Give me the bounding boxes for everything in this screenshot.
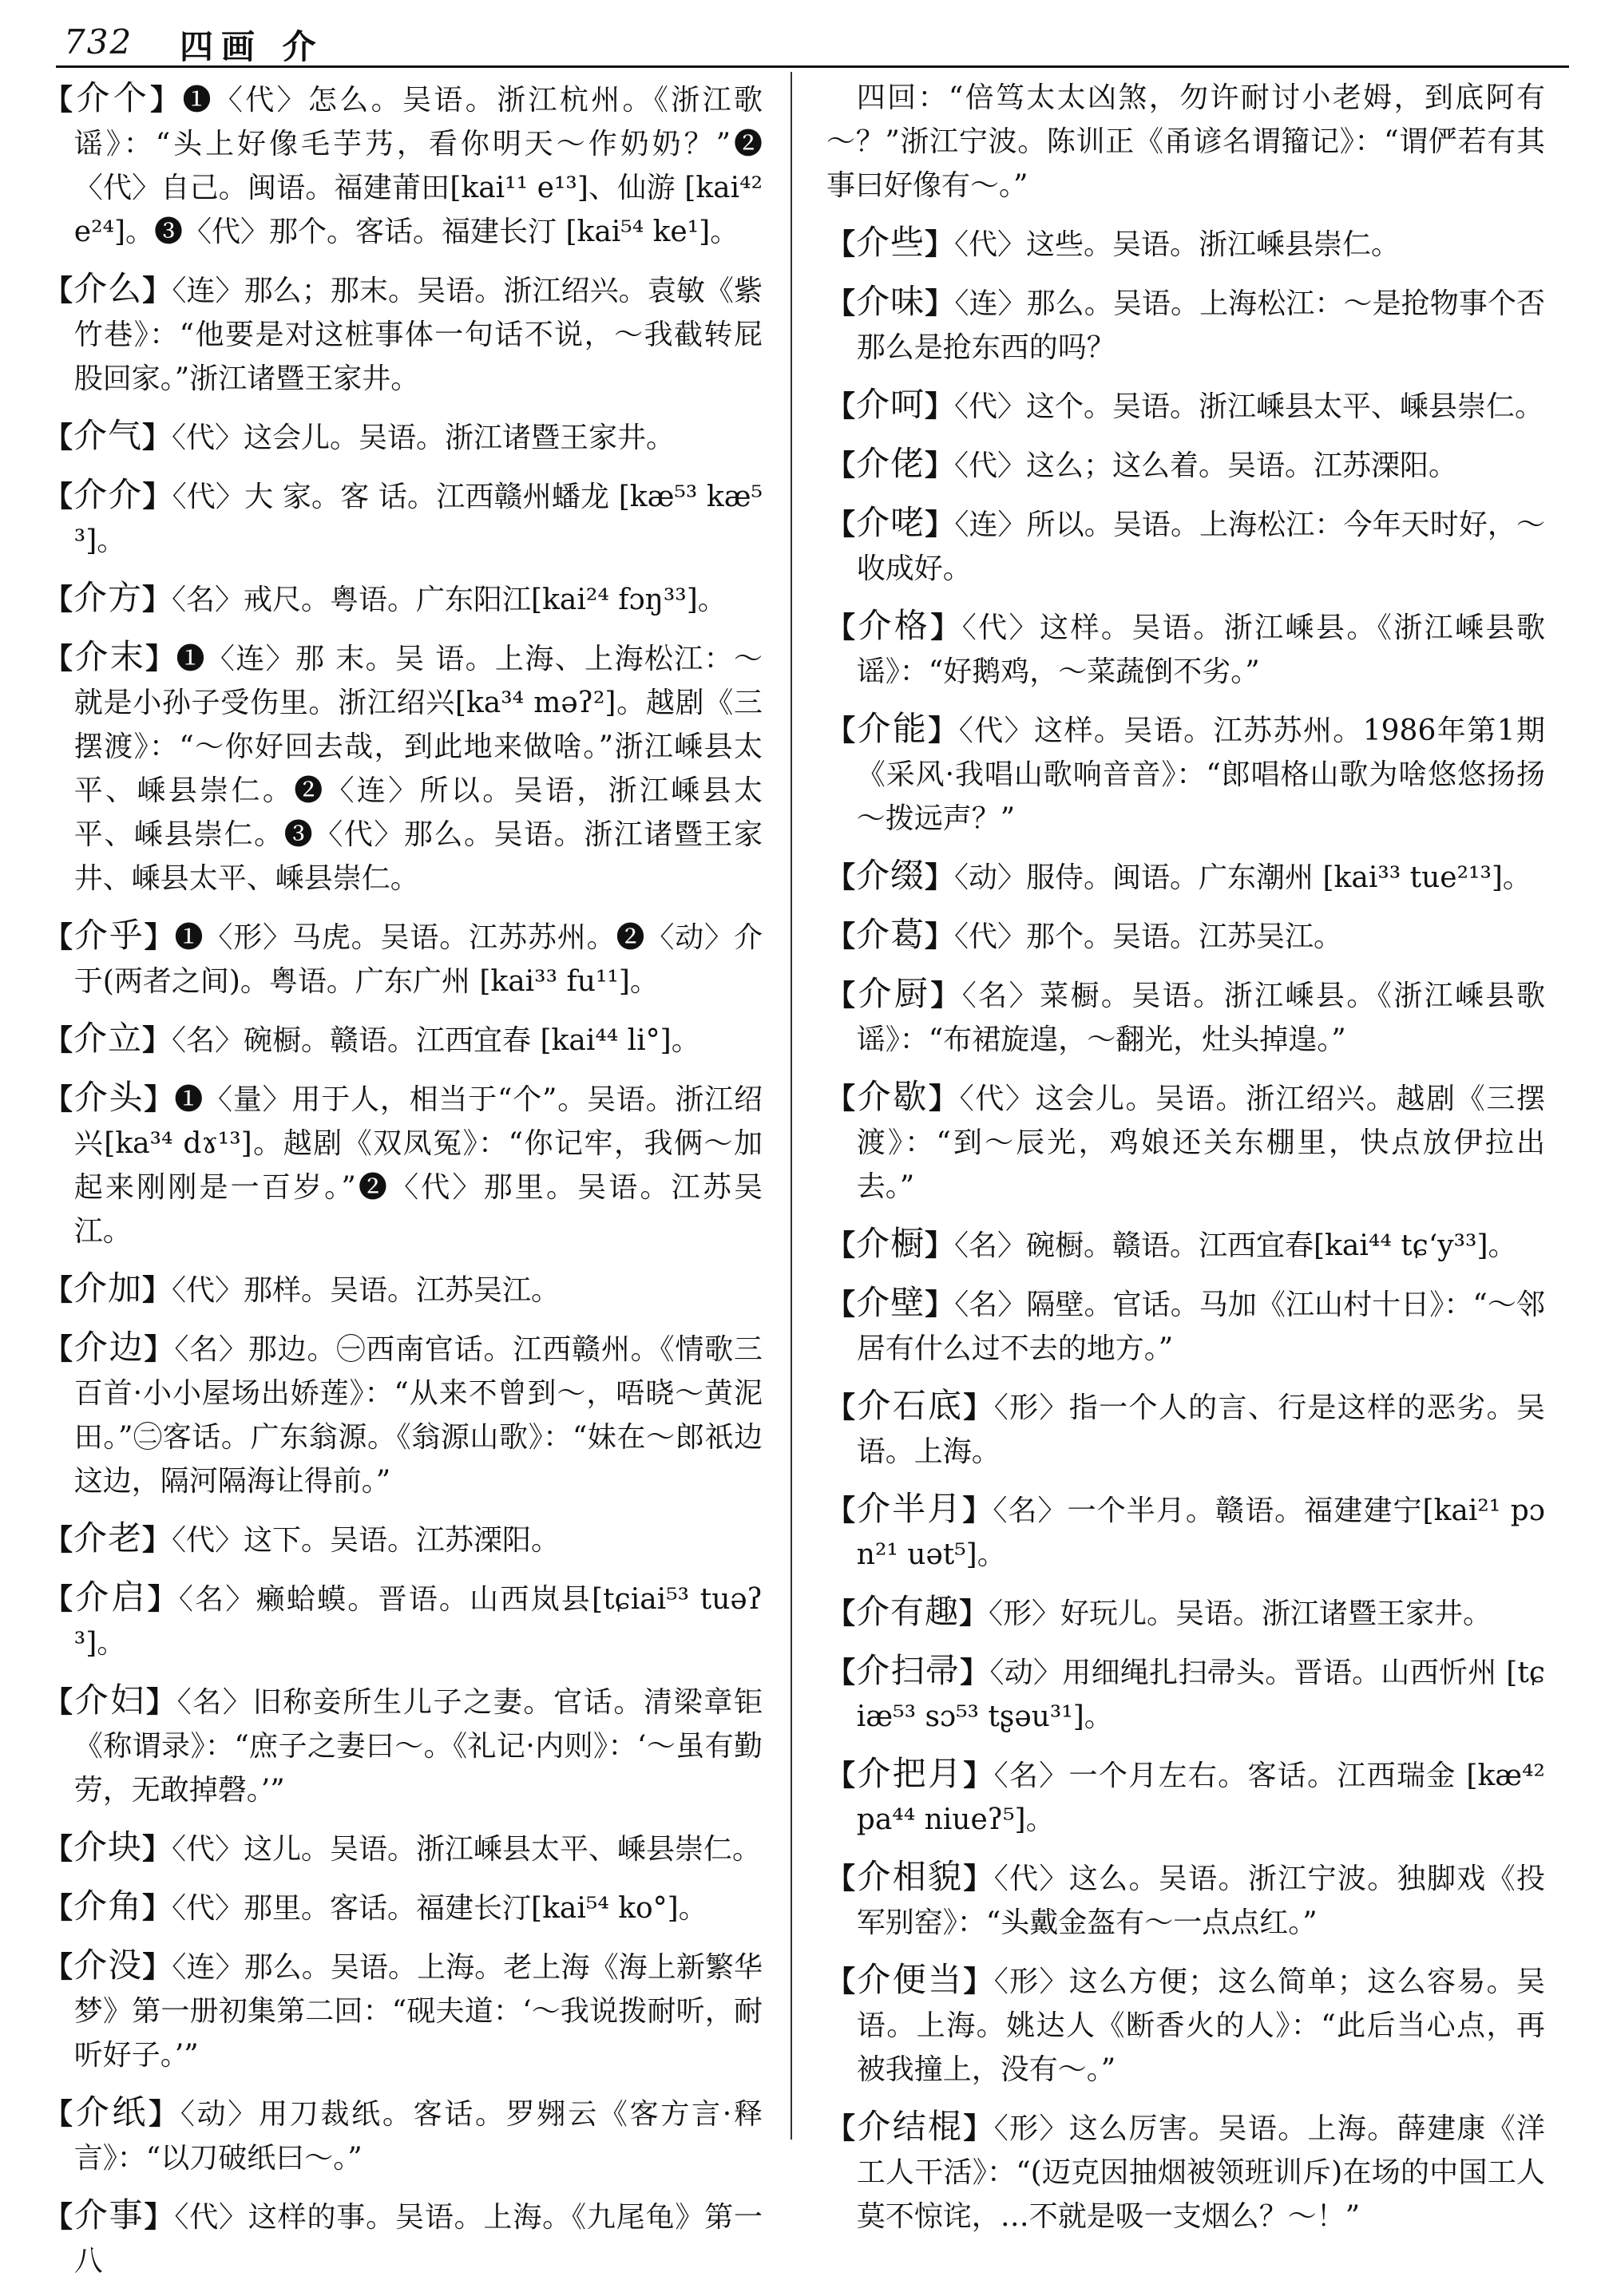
entry-definition: 〈名〉碗橱。赣语。江西宜春[kai⁴⁴ tɕʻy³³]。: [954, 1229, 1517, 1262]
dictionary-entry: [826, 1281, 1545, 1371]
dictionary-entry: [44, 414, 763, 460]
entry-definition: 〈动〉服侍。闽语。广东潮州 [kai³³ tue²¹³]。: [954, 861, 1532, 894]
entry-definition: 〈代〉这样。吴语。浙江嵊县。《浙江嵊县歌谣》：“好鹅鸡，～菜蔬倒不劣。”: [856, 612, 1545, 688]
entry-definition: 〈动〉用刀裁纸。客话。罗翙云《客方言·释言》：“以刀破纸曰～。”: [73, 2098, 763, 2175]
entry-headword: 【介事】: [44, 2195, 175, 2235]
headword-text: 介些: [856, 223, 925, 262]
entry-definition: 〈连〉那么。吴语。上海松江：～是抢物事个否那么是抢东西的吗？: [856, 287, 1545, 364]
entry-headword: 【介启】: [44, 1578, 179, 1617]
entry-headword: 【介气】: [44, 416, 172, 455]
dictionary-entry: [826, 1486, 1545, 1577]
dictionary-entry: [44, 635, 763, 901]
headword-text: 介呵: [856, 385, 925, 424]
entry-definition: 〈代〉那里。客话。福建长汀[kai⁵⁴ ko°]。: [172, 1892, 707, 1925]
entry-headword: 【介结棍】: [826, 2107, 994, 2146]
dictionary-entry: [44, 576, 763, 622]
dictionary-entry: [44, 267, 763, 401]
entry-headword: 【介格】: [826, 606, 962, 645]
headword-text: 介角: [73, 1886, 143, 1926]
headword-text: 介扫帚: [856, 1651, 961, 1690]
entry-headword: 【介立】: [44, 1019, 172, 1058]
dictionary-entry: [826, 1221, 1545, 1268]
headword-text: 介格: [858, 606, 931, 645]
entry-definition: 〈连〉所以。吴语。上海松江：今年天时好，～收成好。: [856, 509, 1545, 585]
headword-text: 介味: [856, 282, 925, 321]
entry-definition: 〈名〉一个月左右。客话。江西瑞金 [kæ⁴² pa⁴⁴ niueʔ⁵]。: [856, 1760, 1545, 1836]
entry-definition: 〈形〉这么方便；这么简单；这么容易。吴语。上海。姚达人《断香火的人》：“此后当心点，再被我撞上，没有～。”: [856, 1965, 1545, 2086]
headword-text: 介介: [73, 475, 143, 514]
entry-definition: 〈连〉那么。吴语。上海。老上海《海上新繁华梦》第一册初集第二回：“砚夫道：‘～我说拨耐听，耐听好子。’”: [73, 1951, 763, 2072]
headword-text: 介方: [73, 578, 143, 617]
dictionary-entry: [44, 1016, 763, 1063]
entry-headword: 【介呵】: [826, 385, 955, 424]
headword-text: 介能: [857, 709, 929, 748]
entry-headword: 【介相貌】: [826, 1857, 994, 1896]
entry-headword: 【介头】: [44, 1078, 175, 1117]
headword-text: 介歇: [857, 1077, 929, 1116]
entry-headword: 【介味】: [826, 282, 955, 321]
headword-text: 介边: [73, 1328, 145, 1367]
dictionary-entry: [826, 972, 1545, 1062]
entry-definition: 〈形〉这么厉害。吴语。上海。薛建康《洋工人干活》：“(迈克因抽烟被领班训斥)在场的中国工人莫不惊诧，…不就是吸一支烟么？～！”: [856, 2112, 1545, 2233]
entry-definition: 〈代〉这些。吴语。浙江嵊县崇仁。: [954, 228, 1401, 261]
dictionary-entry: [44, 1678, 763, 1812]
entry-headword: 【介咾】: [826, 503, 955, 542]
entry-definition: 〈代〉那样。吴语。江苏吴江。: [172, 1274, 561, 1307]
entry-headword: 【介半月】: [826, 1489, 993, 1528]
dictionary-entry: [826, 279, 1545, 370]
headword-text: 介葛: [856, 915, 925, 954]
entry-headword: 【介末】: [44, 637, 176, 676]
dictionary-entry: [826, 1589, 1545, 1636]
entry-headword: 【介有趣】: [826, 1592, 989, 1631]
entry-headword: 【介纸】: [44, 2092, 180, 2132]
entry-headword: 【介些】: [826, 223, 955, 262]
entry-headword: 【介便当】: [826, 1960, 994, 1999]
headword-text: 介没: [73, 1946, 143, 1985]
headword-text: 介缀: [856, 856, 925, 895]
entry-headword: 【介块】: [44, 1827, 172, 1866]
headword-text: 介结棍: [857, 2107, 964, 2146]
dictionary-entry: [44, 76, 763, 254]
dictionary-entry: [44, 473, 763, 563]
entry-definition: ❶〈形〉马虎。吴语。江苏苏州。❷〈动〉介于(两者之间)。粤语。广东广州 [kai³³ fu¹¹]。: [73, 921, 763, 998]
entry-definition: ❶〈代〉怎么。吴语。浙江杭州。《浙江歌谣》：“头上好像毛芋艿，看你明天～作奶奶？”❷〈代〉自己。闽语。福建莆田[kai¹¹ e¹³]、仙游 [kai⁴² e²⁴]。❸〈代〉那个。客话。福建长汀 [kai⁵⁴ ke¹]。: [73, 84, 763, 248]
headword-text: 介橱: [856, 1224, 925, 1263]
entry-definition: 〈名〉隔壁。官话。马加《江山村十日》：“～邻居有什么过不去的地方。”: [856, 1289, 1545, 1365]
entry-headword: 【介方】: [44, 578, 172, 617]
dictionary-entry: [44, 1325, 763, 1503]
entry-headword: 【介乎】: [44, 916, 175, 955]
headword-text: 介咾: [856, 503, 925, 542]
entry-definition: 〈代〉这会儿。吴语。浙江诸暨王家井。: [172, 422, 676, 454]
entry-definition: 〈代〉这样。吴语。江苏苏州。1986年第1期《采风·我唱山歌响音音》：“郎唱格山歌为啥悠悠扬扬～拨远声？”: [856, 715, 1545, 835]
entry-definition: 〈代〉这会儿。吴语。浙江绍兴。越剧《三摆渡》：“到～辰光，鸡娘还关东棚里，快点放伊拉出去。”: [856, 1083, 1545, 1203]
entry-definition: 〈名〉碗橱。赣语。江西宜春 [kai⁴⁴ li°]。: [172, 1024, 700, 1057]
dictionary-entry: [826, 707, 1545, 841]
headword-text: 介个: [76, 78, 151, 117]
headword-text: 介半月: [857, 1489, 963, 1528]
headword-text: 介么: [73, 269, 143, 308]
entry-definition: 〈代〉那个。吴语。江苏吴江。: [954, 920, 1343, 953]
entry-definition: 〈形〉好玩儿。吴语。浙江诸暨王家井。: [989, 1597, 1492, 1630]
entry-definition: 〈动〉用细绳扎扫帚头。晋语。山西忻州 [tɕiæ⁵³ sɔ⁵³ tʂəu³¹]。: [856, 1657, 1545, 1733]
entry-definition: 〈代〉这么。吴语。浙江宁波。独脚戏《投军别窑》：“头戴金盔有～一点点红。”: [856, 1863, 1545, 1939]
headword-text: 介壁: [856, 1283, 925, 1322]
entry-headword: 【介把月】: [826, 1754, 994, 1793]
dictionary-entry: [826, 1958, 1545, 2092]
dictionary-entry: [826, 912, 1545, 959]
headword-text: 介便当: [857, 1960, 964, 1999]
page-number: 732: [64, 22, 133, 61]
entry-headword: 【介歇】: [826, 1077, 960, 1116]
dictionary-entry: [826, 853, 1545, 900]
headword-text: 介佬: [856, 444, 925, 483]
dictionary-entry: [44, 2193, 763, 2283]
page-header: [56, 16, 1569, 68]
dictionary-entry: [826, 382, 1545, 429]
dictionary-entry: [44, 1884, 763, 1930]
headword-text: 介立: [73, 1019, 143, 1058]
headword-text: 介气: [73, 416, 143, 455]
entry-headword: 【介个】: [44, 78, 183, 117]
headword-text: 介加: [73, 1269, 143, 1308]
headword-text: 介石底: [857, 1386, 964, 1425]
headword-text: 介末: [74, 637, 146, 676]
dictionary-entry: [826, 1384, 1545, 1474]
dictionary-entry: [44, 1516, 763, 1562]
entry-definition: 〈名〉癞蛤蟆。晋语。山西岚县[tɕiai⁵³ tuəʔ³]。: [73, 1583, 763, 1660]
headword-text: 介块: [73, 1827, 143, 1866]
entry-headword: 【介老】: [44, 1518, 172, 1558]
entry-headword: 【介么】: [44, 269, 172, 308]
entry-headword: 【介石底】: [826, 1386, 994, 1425]
entry-headword: 【介佬】: [826, 444, 955, 483]
headword-text: 介纸: [75, 2092, 149, 2132]
headword-text: 介头: [73, 1078, 145, 1117]
entry-definition: 〈名〉戒尺。粤语。广东阳江[kai²⁴ fɔŋ³³]。: [172, 584, 727, 616]
entry-headword: 【介妇】: [44, 1680, 177, 1720]
dictionary-entry: [826, 1855, 1545, 1945]
headword-text: 介乎: [73, 916, 145, 955]
dictionary-entry: [826, 1649, 1545, 1739]
entry-headword: 【介角】: [44, 1886, 172, 1926]
section-title: 四画 介: [180, 27, 324, 66]
dictionary-entry: [826, 604, 1545, 694]
entry-definition: 〈名〉旧称妾所生儿子之妻。官话。清梁章钜《称谓录》：“庶子之妻曰～。《礼记·内则》：‘～虽有勤劳，无敢掉磬。’”: [73, 1686, 763, 1807]
dictionary-entry: [826, 1752, 1545, 1842]
dictionary-entry: [44, 1943, 763, 2077]
entry-headword: 【介扫帚】: [826, 1651, 990, 1690]
headword-text: 介相貌: [857, 1857, 964, 1896]
headword-text: 介把月: [857, 1754, 964, 1793]
dictionary-entry: [44, 913, 763, 1004]
entry-definition: 〈形〉指一个人的言、行是这样的恶劣。吴语。上海。: [856, 1391, 1545, 1468]
dictionary-entry: [826, 76, 1545, 208]
headword-text: 介事: [73, 2195, 145, 2235]
headword-text: 介有趣: [856, 1592, 960, 1631]
right-column: [826, 76, 1545, 2251]
entry-definition: 四回：“倍笃太太凶煞，勿许耐讨小老姆，到底阿有～？”浙江宁波。陈训正《甬谚名谓籀记》：“谓俨若有其事曰好像有～。”: [826, 81, 1545, 202]
dictionary-entry: [826, 2104, 1545, 2239]
dictionary-entry: [826, 501, 1545, 591]
dictionary-entry: [826, 1075, 1545, 1209]
headword-text: 介启: [75, 1578, 148, 1617]
dictionary-entry: [44, 1266, 763, 1312]
entry-definition: 〈名〉一个半月。赣语。福建建宁[kai²¹ pɔn²¹ uət⁵]。: [856, 1494, 1545, 1571]
entry-headword: 【介介】: [44, 475, 172, 514]
entry-headword: 【介橱】: [826, 1224, 955, 1263]
entry-headword: 【介壁】: [826, 1283, 955, 1322]
entry-headword: 【介能】: [826, 709, 959, 748]
headword-text: 介老: [73, 1518, 143, 1558]
headword-text: 介厨: [858, 974, 931, 1013]
dictionary-entry: [44, 1825, 763, 1871]
headword-text: 介妇: [74, 1680, 146, 1720]
entry-definition: 〈名〉菜橱。吴语。浙江嵊县。《浙江嵊县歌谣》：“布裙旋遑，～翻光，灶头掉遑。”: [856, 980, 1545, 1056]
entry-definition: 〈代〉大 家。客 话。江西赣州蟠龙 [kæ⁵³ kæ⁵³]。: [73, 481, 763, 557]
entry-definition: 〈连〉那么；那末。吴语。浙江绍兴。袁敏《紫竹巷》：“他要是对这桩事体一句话不说，～我截转屁股回家。”浙江诸暨王家井。: [73, 275, 763, 395]
entry-definition: 〈代〉这么；这么着。吴语。江苏溧阳。: [954, 449, 1458, 482]
dictionary-entry: [44, 1075, 763, 1253]
dictionary-entry: [826, 220, 1545, 267]
entry-headword: 【介没】: [44, 1946, 172, 1985]
left-column: [44, 76, 763, 2296]
entry-headword: 【介厨】: [826, 974, 962, 1013]
entry-definition: 〈名〉那边。㊀西南官话。江西赣州。《情歌三百首·小小屋场出娇莲》：“从来不曾到～，唔晓～黄泥田。”㊁客话。广东翁源。《翁源山歌》：“妹在～郎祇边这边，隔河隔海让得前。”: [73, 1333, 763, 1498]
entry-definition: 〈代〉这个。吴语。浙江嵊县太平、嵊县崇仁。: [954, 390, 1544, 423]
dictionary-entry: [44, 1575, 763, 1665]
column-divider: [791, 72, 792, 2140]
entry-definition: ❶〈连〉那 末。吴 语。上海、上海松江：～就是小孙子受伤里。浙江绍兴[ka³⁴ məʔ²]。越剧《三摆渡》：“～你好回去哉，到此地来做啥。”浙江嵊县太平、嵊县崇仁。❷〈连〉所以。吴语，浙江嵊县太平、嵊县崇仁。❸〈代〉那么。吴语。浙江诸暨王家井、嵊县太平、嵊县崇仁。: [73, 643, 763, 895]
entry-headword: 【介加】: [44, 1269, 172, 1308]
entry-definition: 〈代〉这样的事。吴语。上海。《九尾龟》第一八: [73, 2201, 763, 2278]
entry-definition: 〈代〉这下。吴语。江苏溧阳。: [172, 1524, 561, 1557]
dictionary-entry: [826, 441, 1545, 488]
entry-headword: 【介边】: [44, 1328, 175, 1367]
entry-definition: 〈代〉这儿。吴语。浙江嵊县太平、嵊县崇仁。: [172, 1833, 762, 1866]
entry-definition: ❶〈量〉用于人，相当于“个”。吴语。浙江绍兴[ka³⁴ dɤ¹³]。越剧《双凤冤》：“你记牢，我俩～加起来刚刚是一百岁。”❷〈代〉那里。吴语。江苏吴江。: [73, 1083, 763, 1248]
entry-headword: 【介葛】: [826, 915, 955, 954]
entry-headword: 【介缀】: [826, 856, 955, 895]
dictionary-entry: [44, 2090, 763, 2180]
